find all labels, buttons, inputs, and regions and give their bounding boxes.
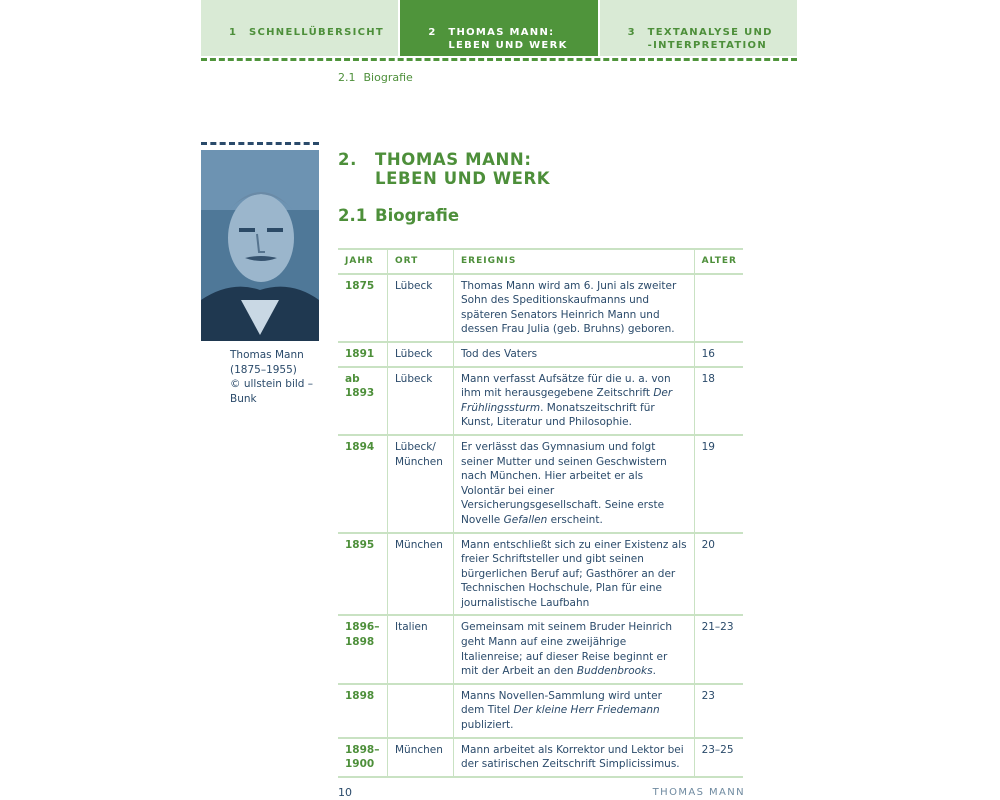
- table-row: [338, 274, 743, 342]
- column-header-jahr: JAHR: [338, 249, 388, 274]
- event-text: .: [652, 665, 656, 678]
- table-row: [338, 738, 743, 777]
- column-header-alter: ALTER: [694, 249, 743, 274]
- work-title: Buddenbrooks: [576, 665, 653, 678]
- tab-textanalyse[interactable]: [600, 0, 797, 56]
- cell-ort: München: [388, 738, 454, 777]
- event-text: Thomas Mann wird am 6. Juni als zweiter Sohn des Speditionskaufmanns und späteren Senators Heinrich Mann und dessen Frau Julia (geb. Bruhns) geboren.: [461, 279, 677, 336]
- section-number: 2.1: [338, 206, 368, 225]
- event-text: erscheint.: [547, 513, 603, 526]
- tab-label: THOMAS MANN: LEBEN UND WERK: [448, 27, 568, 51]
- tab-number: 2: [428, 27, 437, 38]
- cell-ort: München: [388, 533, 454, 616]
- tab-number: 1: [229, 27, 238, 38]
- header-divider: [201, 58, 797, 61]
- event-text: . Monatszeitschrift für Kunst, Literatur und Philosophie.: [461, 401, 655, 429]
- cell-jahr: 1898–1900: [338, 738, 388, 777]
- cell-jahr: 1891: [338, 342, 388, 367]
- table-body: [338, 274, 743, 777]
- event-text: Mann entschließt sich zu einer Existenz als freier Schriftsteller und gibt seinen bürgerlichen Beruf auf; Gasthörer an der Technischen Hochschule, Plan für eine journalistische Laufbahn: [461, 538, 687, 609]
- section-title: Biografie: [375, 206, 460, 225]
- cell-ereignis: [454, 533, 695, 616]
- cell-ereignis: [454, 684, 695, 738]
- table-row: [338, 367, 743, 435]
- work-title: Gefallen: [503, 513, 548, 526]
- chapter-title: THOMAS MANN: LEBEN UND WERK: [375, 150, 551, 188]
- biography-table: [338, 248, 743, 778]
- running-footer: THOMAS MANN: [652, 787, 745, 798]
- photo-divider: [201, 142, 319, 145]
- cell-ereignis: [454, 615, 695, 683]
- event-text: publiziert.: [461, 719, 514, 732]
- cell-ereignis: [454, 342, 695, 367]
- tab-leben-und-werk[interactable]: [400, 0, 597, 56]
- cell-ort: Lübeck: [388, 367, 454, 435]
- column-header-ort: ORT: [388, 249, 454, 274]
- chapter-number: 2.: [338, 150, 357, 169]
- table-row: [338, 435, 743, 533]
- cell-jahr: ab 1893: [338, 367, 388, 435]
- event-text: Mann arbeitet als Korrektor und Lektor bei der satirischen Zeitschrift Simplicissimus.: [461, 743, 684, 771]
- cell-alter: 23: [694, 684, 743, 738]
- event-text: Manns Novellen-Sammlung wird unter dem Titel: [461, 689, 662, 717]
- cell-ort: [388, 684, 454, 738]
- cell-jahr: 1875: [338, 274, 388, 342]
- cell-ort: Lübeck/ München: [388, 435, 454, 533]
- table-row: [338, 533, 743, 616]
- table-header-row: [338, 249, 743, 274]
- cell-alter: 16: [694, 342, 743, 367]
- cell-jahr: 1896–1898: [338, 615, 388, 683]
- cell-ereignis: [454, 367, 695, 435]
- cell-ereignis: [454, 738, 695, 777]
- cell-jahr: 1895: [338, 533, 388, 616]
- work-title: Der kleine Herr Friedemann: [513, 704, 660, 717]
- table-row: [338, 615, 743, 683]
- cell-ereignis: [454, 435, 695, 533]
- cell-alter: 18: [694, 367, 743, 435]
- cell-alter: 20: [694, 533, 743, 616]
- cell-jahr: 1898: [338, 684, 388, 738]
- tab-label: TEXTANALYSE UND -INTERPRETATION: [647, 27, 773, 51]
- chapter-heading: [338, 150, 550, 188]
- table-row: [338, 684, 743, 738]
- cell-ort: Lübeck: [388, 274, 454, 342]
- breadcrumb-label: Biografie: [363, 71, 413, 84]
- cell-ort: Lübeck: [388, 342, 454, 367]
- breadcrumb-number: 2.1: [338, 71, 356, 84]
- column-header-ereignis: EREIGNIS: [454, 249, 695, 274]
- tab-number: 3: [627, 27, 636, 38]
- cell-ereignis: [454, 274, 695, 342]
- page-number: 10: [338, 786, 352, 799]
- cell-alter: [694, 274, 743, 342]
- event-text: Er verlässt das Gymnasium und folgt seiner Mutter und seinen Geschwistern nach München. Hier arbeitet er als Volontär bei einer Versicherungsgesellschaft. Seine erste Novelle: [461, 440, 667, 526]
- table-row: [338, 342, 743, 367]
- tab-label: SCHNELLÜBERSICHT: [249, 27, 385, 38]
- breadcrumb: [338, 71, 413, 84]
- cell-alter: 21–23: [694, 615, 743, 683]
- tab-schnelluebersicht[interactable]: [201, 0, 398, 56]
- photo-caption: Thomas Mann (1875–1955) © ullstein bild – Bunk: [230, 349, 314, 405]
- cell-jahr: 1894: [338, 435, 388, 533]
- portrait-photo: [201, 150, 319, 341]
- event-text: Mann verfasst Aufsätze für die u. a. von ihm mit herausgegebene Zeitschrift: [461, 372, 671, 400]
- chapter-tabs: [201, 0, 797, 56]
- work-title: Der Frühlingssturm: [461, 387, 673, 414]
- event-text: Gemeinsam mit seinem Bruder Heinrich geht Mann auf eine zweijährige Italienreise; auf dieser Reise beginnt er mit der Arbeit an den: [461, 621, 672, 678]
- event-text: Tod des Vaters: [461, 347, 538, 360]
- cell-alter: 23–25: [694, 738, 743, 777]
- cell-alter: 19: [694, 435, 743, 533]
- section-heading: [338, 206, 459, 225]
- cell-ort: Italien: [388, 615, 454, 683]
